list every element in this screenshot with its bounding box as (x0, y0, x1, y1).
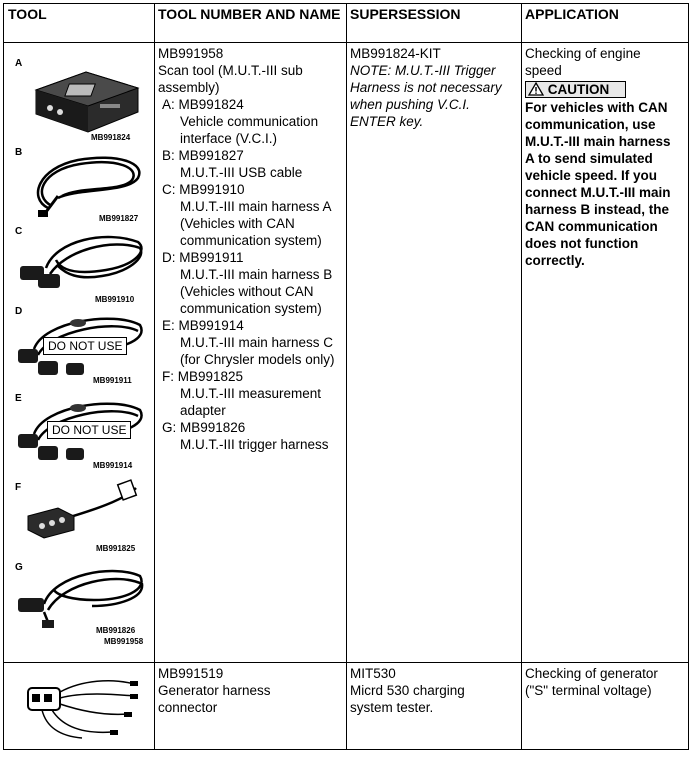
warning-triangle-icon (528, 82, 544, 96)
caution-line: communication, use (525, 117, 656, 132)
list-item-desc: (Vehicles with CAN (180, 216, 295, 231)
list-item-desc: (Vehicles without CAN (180, 284, 314, 299)
caution-line: does not function (525, 236, 639, 251)
supersession-value: MB991824-KIT (350, 46, 441, 61)
list-item-code: G: MB991826 (162, 420, 246, 435)
list-item-desc: M.U.T.-III measurement (180, 386, 322, 401)
header-tool-number: TOOL NUMBER AND NAME (158, 6, 341, 22)
application-line: ("S" terminal voltage) (525, 683, 652, 698)
component-list (158, 96, 344, 453)
list-item-desc: adapter (180, 403, 226, 418)
caution-line: connect M.U.T.-III main (525, 185, 671, 200)
supersession-cell (350, 45, 520, 130)
caution-line: A to send simulated (525, 151, 653, 166)
generator-connector-image (22, 670, 142, 742)
header-supersession: SUPERSESSION (350, 6, 461, 22)
application-cell (525, 45, 687, 269)
header-tool: TOOL (8, 6, 47, 22)
tool-name-line: Scan tool (M.U.T.-III sub (158, 63, 303, 78)
tool-letter-d: D (15, 306, 23, 317)
tool-name-line: Generator harness (158, 683, 271, 698)
part-number-a: MB991824 (91, 133, 131, 142)
supersession-line: Micrd 530 charging (350, 683, 465, 698)
caution-label: CAUTION (547, 82, 610, 97)
list-item-desc: communication system) (180, 233, 322, 248)
list-item-desc: M.U.T.-III USB cable (180, 165, 303, 180)
tool-name-line: connector (158, 700, 218, 715)
vci-device-image (26, 60, 146, 140)
do-not-use-label-e: DO NOT USE (47, 421, 131, 439)
tool-letter-g: G (15, 562, 23, 573)
list-item-desc: M.U.T.-III main harness A (180, 199, 332, 214)
caution-line: M.U.T.-III main harness (525, 134, 671, 149)
list-item-code: A: MB991824 (162, 97, 244, 112)
part-number-c: MB991910 (95, 295, 135, 304)
main-harness-a-image (16, 230, 148, 298)
application-line: Checking of generator (525, 666, 658, 681)
list-item-code: B: MB991827 (162, 148, 244, 163)
tool-table (3, 3, 689, 750)
tool-name-line: assembly) (158, 80, 220, 95)
list-item-code: F: MB991825 (162, 369, 244, 384)
list-item-code: E: MB991914 (162, 318, 244, 333)
caution-line: harness B instead, the (525, 202, 670, 217)
part-number-g: MB991826 (96, 626, 136, 635)
list-item-desc: M.U.T.-III main harness C (180, 335, 334, 350)
kit-part-number: MB991958 (104, 637, 144, 646)
caution-line: For vehicles with CAN (525, 100, 668, 115)
trigger-harness-image (14, 564, 148, 630)
list-item-desc: M.U.T.-III trigger harness (180, 437, 329, 452)
row-divider (4, 42, 688, 43)
usb-cable-image (18, 148, 148, 223)
part-number-f: MB991825 (96, 544, 136, 553)
supersession-line: system tester. (350, 700, 434, 715)
tool-letter-e: E (15, 393, 22, 404)
note-line: NOTE: M.U.T.-III Trigger (350, 63, 496, 78)
tool-number: MB991519 (158, 666, 224, 681)
part-number-b: MB991827 (99, 214, 139, 223)
note-line: when pushing V.C.I. (350, 97, 470, 112)
note-line: Harness is not necessary (350, 80, 502, 95)
list-item-code: C: MB991910 (162, 182, 245, 197)
row2-application-cell (525, 665, 687, 699)
measurement-adapter-image (24, 480, 144, 546)
list-item-desc: communication system) (180, 301, 322, 316)
header-application: APPLICATION (525, 6, 619, 22)
tool-letter-b: B (15, 147, 23, 158)
tool-letter-c: C (15, 226, 23, 237)
list-item-desc: (for Chrysler models only) (180, 352, 335, 367)
tool-letter-f: F (15, 482, 22, 493)
list-item-code: D: MB991911 (162, 250, 244, 265)
row2-tool-number-cell (158, 665, 344, 716)
application-line: Checking of engine (525, 46, 641, 61)
application-line: speed (525, 63, 562, 78)
list-item-desc: interface (V.C.I.) (180, 131, 278, 146)
caution-badge (525, 81, 626, 98)
tool-letter-a: A (15, 58, 23, 69)
caution-line: correctly. (525, 253, 585, 268)
list-item-desc: Vehicle communication (180, 114, 319, 129)
part-number-d: MB991911 (93, 376, 132, 385)
supersession-line: MIT530 (350, 666, 396, 681)
part-number-e: MB991914 (93, 461, 133, 470)
caution-line: CAN communication (525, 219, 658, 234)
row2-supersession-cell (350, 665, 520, 716)
do-not-use-label-d: DO NOT USE (43, 337, 127, 355)
tool-number-cell (158, 45, 344, 453)
list-item-desc: M.U.T.-III main harness B (180, 267, 333, 282)
tool-number: MB991958 (158, 46, 224, 61)
column-divider (346, 4, 347, 749)
caution-line: vehicle speed. If you (525, 168, 658, 183)
row-divider (4, 662, 688, 663)
column-divider (154, 4, 155, 749)
column-divider (521, 4, 522, 749)
note-line: ENTER key. (350, 114, 424, 129)
